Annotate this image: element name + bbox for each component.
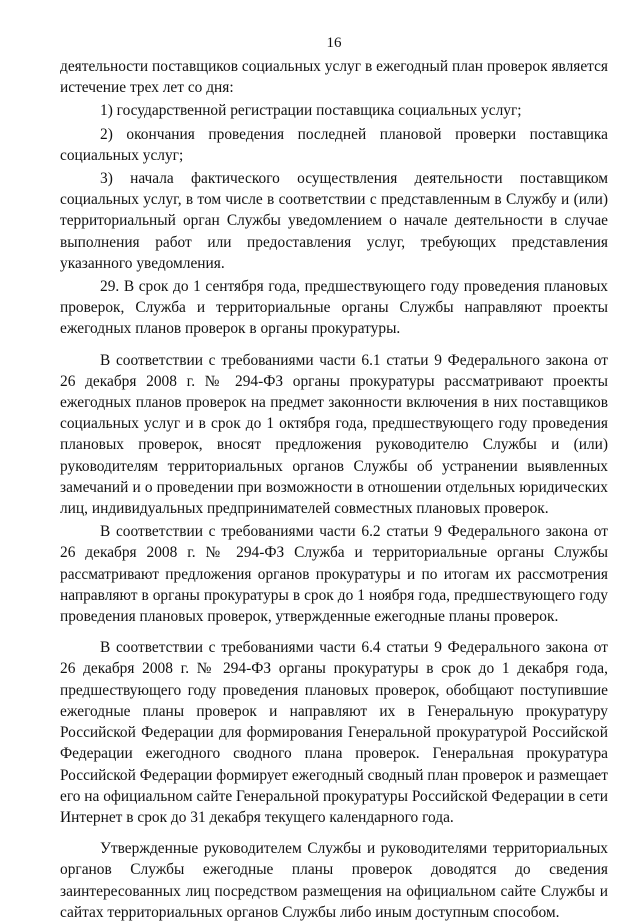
- paragraph-item-29: 29. В срок до 1 сентября года, предшествующего году проведения плановых проверок, Служба и территориальные органы Службы направляют проекты ежегодных планов проверок в органы прокуратуры.: [60, 278, 608, 338]
- page-number: 16: [326, 35, 342, 51]
- paragraph-part-6-2: В соответствии с требованиями части 6.2 статьи 9 Федерального закона от 26 декабря 2008 г. № 294-ФЗ Служба и территориальные органы Службы рассматривают предложения органов прокуратуры и по итогам их рассмотрения направляют в органы прокуратуры в срок до 1 ноября года, предшествующего году проведения плановых проверок, утвержденные ежегодные планы проверок.: [60, 523, 608, 626]
- paragraph-part-6-1: В соответствии с требованиями части 6.1 статьи 9 Федерального закона от 26 декабря 2008 г. № 294-ФЗ органы прокуратуры рассматривают проекты ежегодных планов проверок на предмет законности включения в них поставщиков социальных услуг и в срок до 1 октября года, предшествующего году проведения плановых проверок, вносят предложения руководителю Службы и (или) руководителям территориальных органов Службы об устранении выявленных замечаний и о проведении при возможности в отношении отдельных юридических лиц, индивидуальных предпринимателей совместных плановых проверок.: [60, 351, 608, 518]
- paragraph-part-6-4: В соответствии с требованиями части 6.4 статьи 9 Федерального закона от 26 декабря 2008 г. № 294-ФЗ органы прокуратуры в срок до 1 декабря года, предшествующего году проведения плановых проверок, обобщают поступившие ежегодные планы проверок и направляют их в Генеральную прокуратуру Российской Федерации для формирования Генеральной прокуратурой Российской Федерации ежегодного сводного плана проверок. Генеральная прокуратура Российской Федерации формирует ежегодный сводный план проверок и размещает его на официальном сайте Генеральной прокуратуры Российской Федерации в сети Интернет в срок до 31 декабря текущего календарного года.: [60, 639, 608, 826]
- paragraph-continuation: деятельности поставщиков социальных услуг в ежегодный план проверок является истечение трех лет со дня:: [60, 58, 608, 97]
- paragraph-publication: Утвержденные руководителем Службы и руководителями территориальных органов Службы ежегодные планы проверок доводятся до сведения заинтересованных лиц посредством размещения на официальном сайте Службы и сайтах территориальных органов Службы либо иным доступным способом.: [60, 840, 608, 921]
- list-item-2: 2) окончания проведения последней плановой проверки поставщика социальных услуг;: [60, 125, 608, 164]
- list-item-3: 3) начала фактического осуществления деятельности поставщиком социальных услуг, в том числе в соответствии с представленным в Службу и (или) территориальный орган Службы уведомлением о начале деятельности в случае выполнения работ или предоставления услуг, требующих представления указанного уведомления.: [60, 170, 608, 272]
- list-item-1: 1) государственной регистрации поставщика социальных услуг;: [100, 102, 522, 120]
- document-body: [60, 56, 608, 923]
